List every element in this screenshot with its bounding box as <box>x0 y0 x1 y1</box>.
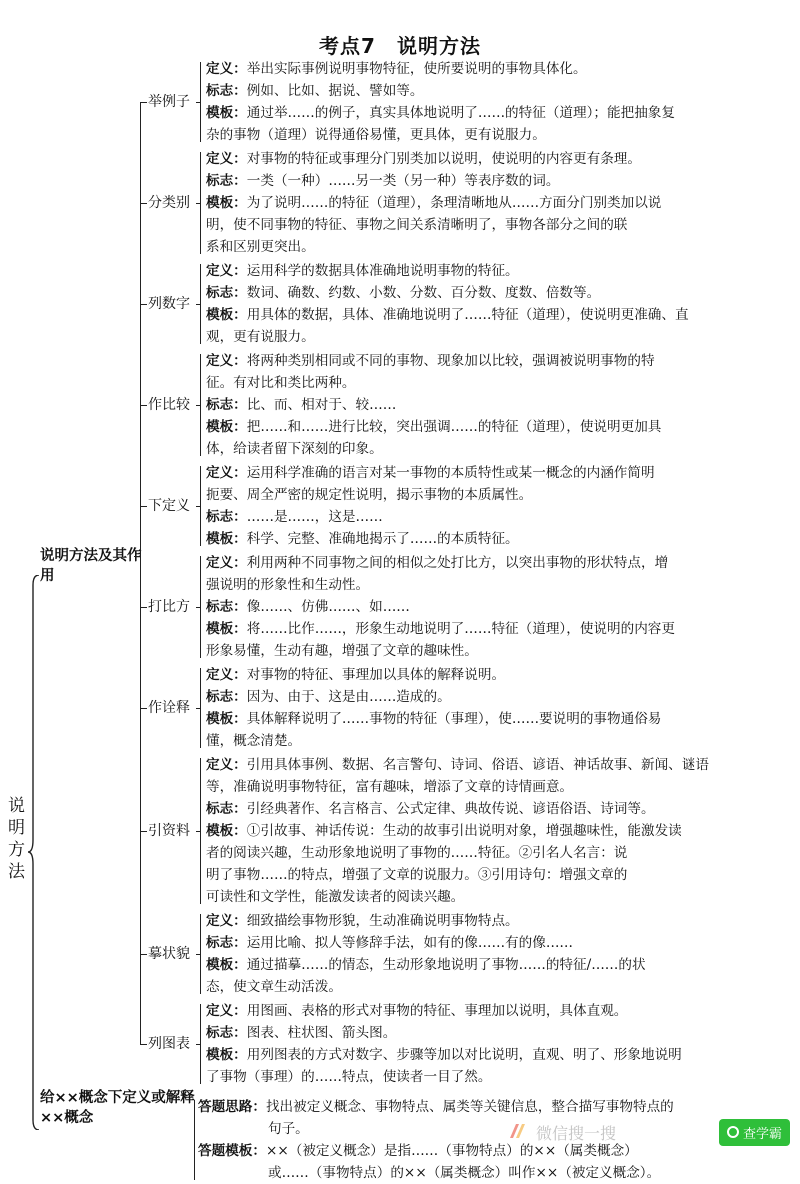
line-text: 具体解释说明了……事物的特征（事理），使……要说明的事物通俗易 <box>246 711 662 727</box>
method-line <box>206 1022 796 1044</box>
line-text: 运用科学准确的语言对某一事物的本质特性或某一概念的内涵作简明 <box>246 465 655 481</box>
method-label: 列数字 <box>148 296 190 312</box>
line-text: 引用具体事例、数据、名言警句、诗词、俗语、谚语、神话故事、新闻、谜语 <box>246 757 709 773</box>
line-text: 明了事物……的特点，增强了文章的说服力。③引用诗句：增强文章的 <box>206 867 628 883</box>
method-line <box>206 124 796 146</box>
line-key: 模板： <box>206 711 247 727</box>
line-text: 态，使文章生动活泼。 <box>206 979 342 995</box>
line-text: 像……、仿佛……、如…… <box>246 599 410 615</box>
method-label: 举例子 <box>148 94 190 110</box>
line-key: 模板： <box>206 307 247 323</box>
line-text: 明，使不同事物的特征、事物之间关系清晰明了，事物各部分之间的联 <box>206 217 628 233</box>
method-line <box>206 552 796 574</box>
line-text: 因为、由于、这是由……造成的。 <box>246 689 451 705</box>
define-line <box>268 1162 800 1184</box>
line-text: 图表、柱状图、箭头图。 <box>246 1025 397 1041</box>
method-line <box>206 1044 796 1066</box>
method-bracket-tick <box>196 203 201 204</box>
methods-brace-tick <box>140 954 147 955</box>
method-line <box>206 506 796 528</box>
root-brace <box>28 575 40 1130</box>
method-bracket-tick <box>196 607 201 608</box>
method-line <box>206 1000 796 1022</box>
line-key: 定义： <box>206 61 247 77</box>
method-line <box>206 192 796 214</box>
method-line <box>206 886 796 908</box>
watermark <box>506 1114 790 1150</box>
search-icon <box>727 1126 739 1138</box>
line-text: 等，准确说明事物特征，富有趣味，增添了文章的诗情画意。 <box>206 779 574 795</box>
method-line <box>206 976 796 998</box>
line-text: 懂，概念清楚。 <box>206 733 302 749</box>
line-text: 比、而、相对于、较…… <box>246 397 397 413</box>
line-key: 标志： <box>206 83 247 99</box>
method-line <box>206 776 796 798</box>
line-text: 杂的事物（道理）说得通俗易懂，更具体，更有说服力。 <box>206 127 546 143</box>
method-line <box>206 394 796 416</box>
method-line <box>206 80 796 102</box>
methods-brace-tick <box>140 1044 147 1045</box>
line-key: 标志： <box>206 1025 247 1041</box>
method-line <box>206 708 796 730</box>
line-key: 标志： <box>206 689 247 705</box>
branch-methods-label: 说明方法及其作用 <box>40 548 142 584</box>
method-line <box>206 170 796 192</box>
methods-brace-tick <box>140 831 147 832</box>
line-text: ……是……，这是…… <box>246 509 383 525</box>
method-line <box>206 326 796 348</box>
method-line <box>206 574 796 596</box>
line-text: 引经典著作、名言格言、公式定律、典故传说、谚语俗语、诗词等。 <box>246 801 655 817</box>
method-line <box>206 686 796 708</box>
line-key: 模板： <box>206 419 247 435</box>
line-text: 系和区别更突出。 <box>206 239 315 255</box>
method-bracket-tick <box>196 304 201 305</box>
method-line <box>206 528 796 550</box>
methods-brace-tick <box>140 203 147 204</box>
method-bracket-tick <box>196 405 201 406</box>
methods-brace-tick <box>140 405 147 406</box>
root-label: 说明方法 <box>8 796 25 882</box>
method-line <box>206 730 796 752</box>
method-label: 下定义 <box>148 498 190 514</box>
line-text: 把……和……进行比较，突出强调……的特征（道理），使说明更加具 <box>246 419 662 435</box>
method-label: 列图表 <box>148 1036 190 1052</box>
line-key: 定义： <box>206 263 247 279</box>
method-line <box>206 236 796 258</box>
line-key: 标志： <box>206 599 247 615</box>
method-line <box>206 640 796 662</box>
method-line <box>206 754 796 776</box>
wechat-logo-icon <box>506 1120 530 1144</box>
method-bracket-tick <box>196 102 201 103</box>
method-label: 引资料 <box>148 823 190 839</box>
watermark-text: 微信搜一搜 <box>536 1123 617 1143</box>
line-key: 模板： <box>206 195 247 211</box>
methods-brace-tick <box>140 102 147 103</box>
line-text: 利用两种不同事物之间的相似之处打比方，以突出事物的形状特点，增 <box>246 555 669 571</box>
method-line <box>206 1066 796 1088</box>
line-text: 征。有对比和类比两种。 <box>206 375 356 391</box>
line-key: 模板： <box>206 621 247 637</box>
method-bracket-tick <box>196 506 201 507</box>
line-key: 模板： <box>206 531 247 547</box>
method-line <box>206 416 796 438</box>
line-key: 答题思路： <box>198 1099 266 1115</box>
line-text: 强说明的形象性和生动性。 <box>206 577 370 593</box>
line-key: 定义： <box>206 913 247 929</box>
method-bracket-tick <box>196 708 201 709</box>
line-text: 通过描摹……的情态，生动形象地说明了事物……的特征/……的状 <box>246 957 646 973</box>
method-line <box>206 462 796 484</box>
line-text: 找出被定义概念、事物特点、属类等关键信息，整合描写事物特点的 <box>265 1099 674 1115</box>
line-text: 可读性和文学性，能激发读者的阅读兴趣。 <box>206 889 465 905</box>
line-key: 定义： <box>206 465 247 481</box>
define-bracket <box>194 1100 195 1180</box>
method-line <box>206 102 796 124</box>
line-key: 定义： <box>206 555 247 571</box>
method-line <box>206 58 796 80</box>
line-text: 用列图表的方式对数字、步骤等加以对比说明，直观、明了、形象地说明 <box>246 1047 682 1063</box>
line-key: 定义： <box>206 151 247 167</box>
branch-define-label: 给××概念下定义或解释××概念 <box>40 1090 195 1126</box>
method-bracket-tick <box>196 831 201 832</box>
line-text: 细致描绘事物形貌，生动准确说明事物特点。 <box>246 913 519 929</box>
search-badge[interactable] <box>719 1119 790 1146</box>
method-line <box>206 864 796 886</box>
method-line <box>206 350 796 372</box>
method-line <box>206 618 796 640</box>
line-text: 例如、比如、据说、譬如等。 <box>246 83 424 99</box>
methods-brace <box>140 102 141 1044</box>
line-key: 答题模板： <box>198 1143 266 1159</box>
line-text: 运用科学的数据具体准确地说明事物的特征。 <box>246 263 519 279</box>
method-line <box>206 148 796 170</box>
method-line <box>206 438 796 460</box>
method-line <box>206 484 796 506</box>
line-text: 用具体的数据，具体、准确地说明了……特征（道理），使说明更准确、直 <box>246 307 689 323</box>
line-text: 了事物（事理）的……特点，使读者一目了然。 <box>206 1069 492 1085</box>
line-key: 标志： <box>206 285 247 301</box>
method-bracket-tick <box>196 954 201 955</box>
methods-brace-tick <box>140 708 147 709</box>
method-label: 作诠释 <box>148 700 190 716</box>
line-text: 扼要、周全严密的规定性说明，揭示事物的本质属性。 <box>206 487 533 503</box>
methods-brace-tick <box>140 506 147 507</box>
line-text: 观，更有说服力。 <box>206 329 315 345</box>
line-text: 或……（事物特点）的××（属类概念）叫作××（被定义概念）。 <box>268 1165 661 1181</box>
line-text: 对事物的特征、事理加以具体的解释说明。 <box>246 667 506 683</box>
line-key: 定义： <box>206 1003 247 1019</box>
method-line <box>206 260 796 282</box>
line-key: 标志： <box>206 509 247 525</box>
method-line <box>206 798 796 820</box>
methods-brace-tick <box>140 607 147 608</box>
methods-brace-tick <box>140 304 147 305</box>
line-text: 运用比喻、拟人等修辞手法，如有的像……有的像…… <box>246 935 574 951</box>
line-key: 标志： <box>206 397 247 413</box>
method-line <box>206 214 796 236</box>
method-label: 作比较 <box>148 397 190 413</box>
method-line <box>206 664 796 686</box>
method-line <box>206 820 796 842</box>
method-line <box>206 842 796 864</box>
method-label: 打比方 <box>148 599 190 615</box>
line-key: 模板： <box>206 105 247 121</box>
line-text: 科学、完整、准确地揭示了……的本质特征。 <box>246 531 519 547</box>
method-line <box>206 304 796 326</box>
line-text: 对事物的特征或事理分门别类加以说明，使说明的内容更有条理。 <box>246 151 641 167</box>
search-badge-label: 查学霸 <box>742 1126 782 1142</box>
line-key: 定义： <box>206 667 247 683</box>
line-text: ①引故事、神话传说：生动的故事引出说明对象，增强趣味性，能激发读 <box>246 823 682 839</box>
line-key: 模板： <box>206 1047 247 1063</box>
method-label: 分类别 <box>148 195 190 211</box>
line-key: 标志： <box>206 801 247 817</box>
line-text: 将两种类别相同或不同的事物、现象加以比较，强调被说明事物的特 <box>246 353 655 369</box>
line-key: 定义： <box>206 757 247 773</box>
method-line <box>206 372 796 394</box>
method-line <box>206 596 796 618</box>
line-text: 者的阅读兴趣，生动形象地说明了事物的……特征。②引名人名言：说 <box>206 845 628 861</box>
line-text: 用图画、表格的形式对事物的特征、事理加以说明，具体直观。 <box>246 1003 628 1019</box>
line-key: 模板： <box>206 823 247 839</box>
line-key: 定义： <box>206 353 247 369</box>
method-line <box>206 932 796 954</box>
line-text: 举出实际事例说明事物特征，使所要说明的事物具体化。 <box>246 61 587 77</box>
line-text: 形象易懂，生动有趣，增强了文章的趣味性。 <box>206 643 478 659</box>
methods-brace-stem <box>134 556 141 557</box>
line-text: 将……比作……，形象生动地说明了……特征（道理），使说明的内容更 <box>246 621 675 637</box>
line-key: 标志： <box>206 935 247 951</box>
method-line <box>206 282 796 304</box>
page-title: 考点7 说明方法 <box>319 34 481 58</box>
method-label: 摹状貌 <box>148 946 190 962</box>
method-line <box>206 954 796 976</box>
line-key: 模板： <box>206 957 247 973</box>
line-text: 数词、确数、约数、小数、分数、百分数、度数、倍数等。 <box>246 285 601 301</box>
line-text: 体，给读者留下深刻的印象。 <box>206 441 383 457</box>
line-text: ××（被定义概念）是指……（事物特点）的××（属类概念） <box>265 1143 638 1159</box>
line-text: 句子。 <box>268 1121 309 1137</box>
line-text: 为了说明……的特征（道理），条理清晰地从……方面分门别类加以说 <box>246 195 662 211</box>
line-text: 一类（一种）……另一类（另一种）等表序数的词。 <box>246 173 560 189</box>
line-text: 通过举……的例子，真实具体地说明了……的特征（道理）；能把抽象复 <box>246 105 675 121</box>
method-line <box>206 910 796 932</box>
line-key: 标志： <box>206 173 247 189</box>
method-bracket-tick <box>196 1044 201 1045</box>
